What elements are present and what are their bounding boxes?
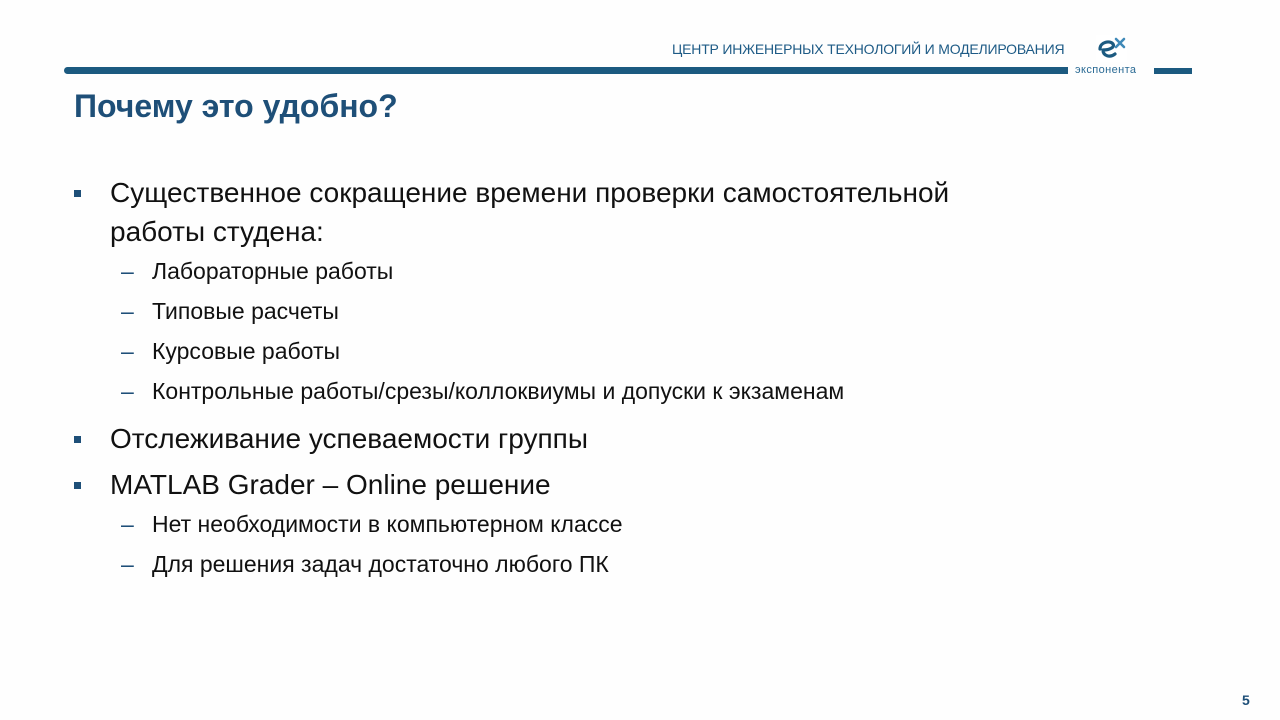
subbullet-dash: – [121, 298, 134, 324]
subbullet-text: Курсовые работы [152, 338, 341, 364]
subbullet-text: Для решения задач достаточно любого ПК [152, 551, 609, 577]
subbullet-text: Контрольные работы/срезы/коллоквиумы и допуски к экзаменам [152, 378, 845, 404]
bullet-text-continuation: работы студена: [110, 216, 324, 247]
subbullet-dash: – [121, 511, 134, 537]
subbullet-text: Нет необходимости в компьютерном классе [152, 511, 623, 537]
bullet-marker [74, 190, 81, 197]
subbullet-dash: – [121, 258, 134, 284]
bullet-marker [74, 482, 81, 489]
subbullet-text: Типовые расчеты [152, 298, 339, 324]
slide-title: Почему это удобно? [74, 88, 398, 124]
logo-wordmark: экспонента [1075, 64, 1137, 76]
page-number: 5 [1242, 692, 1250, 708]
bullet-text: Отслеживание успеваемости группы [110, 423, 588, 454]
subbullet-dash: – [121, 551, 134, 577]
bullet-text: MATLAB Grader – Online решение [110, 469, 551, 500]
subbullet-dash: – [121, 338, 134, 364]
bullet-text: Существенное сокращение времени проверки самостоятельной [110, 177, 950, 208]
org-name: ЦЕНТР ИНЖЕНЕРНЫХ ТЕХНОЛОГИЙ И МОДЕЛИРОВАНИЯ [672, 41, 1065, 57]
bullet-marker [74, 436, 81, 443]
subbullet-dash: – [121, 378, 134, 404]
subbullet-text: Лабораторные работы [152, 258, 394, 284]
